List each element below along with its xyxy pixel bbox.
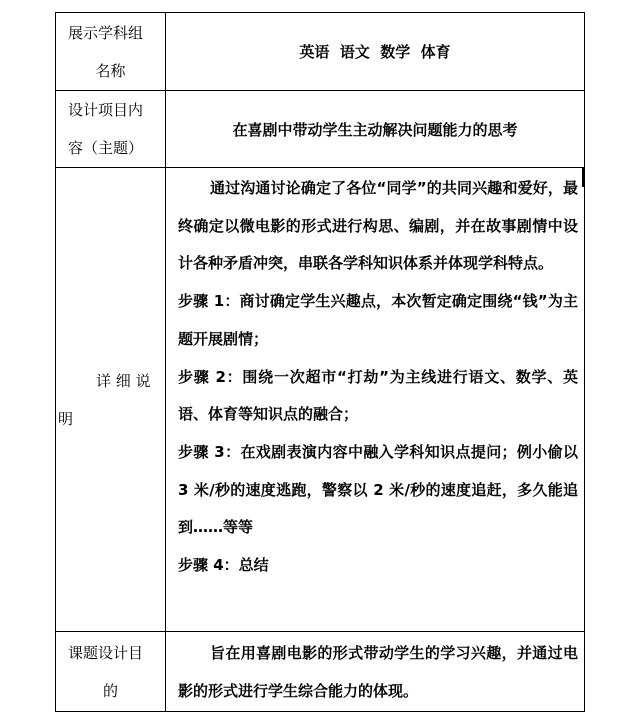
subject-group-label-line1: 展示学科组 bbox=[68, 23, 144, 42]
details-paragraph: 通过沟通讨论确定了各位“同学”的共同兴趣和爱好，最终确定以微电影的形式进行构思、编剧，并在故事剧情中设计各种矛盾冲突，串联各学科知识体系并体现学科特点。 bbox=[178, 179, 578, 273]
purpose-label-line2: 的 bbox=[102, 681, 118, 700]
details-body-cell bbox=[166, 168, 585, 632]
project-table bbox=[55, 12, 585, 712]
details-label-line1: 详 细 说 bbox=[96, 371, 151, 390]
details-step-1: 步骤 1：商讨确定学生兴趣点，本次暂定确定围绕“钱”为主题开展剧情； bbox=[178, 292, 578, 348]
purpose-paragraph: 旨在用喜剧电影的形式带动学生的学习兴趣，并通过电影的形式进行学生综合能力的体现。 bbox=[178, 643, 578, 700]
text-cursor-mark bbox=[582, 167, 584, 187]
table-row-subject-group bbox=[56, 13, 585, 91]
subject-group-label-line2: 名称 bbox=[95, 61, 126, 80]
purpose-label-cell bbox=[56, 632, 166, 712]
table-row-details bbox=[56, 168, 585, 632]
details-step-2: 步骤 2：围绕一次超市“打劫”为主线进行语文、数学、英语、体育等知识点的融合； bbox=[178, 367, 578, 424]
details-label-cell bbox=[56, 168, 166, 632]
purpose-label-line1: 课题设计目 bbox=[68, 643, 144, 662]
details-label-line2: 明 bbox=[58, 409, 74, 428]
subject-group-label-cell bbox=[56, 13, 166, 91]
project-content-value: 在喜剧中带动学生主动解决问题能力的思考 bbox=[166, 91, 585, 168]
project-content-label-line1: 设计项目内 bbox=[68, 101, 144, 119]
details-step-3: 步骤 3：在戏剧表演内容中融入学科知识点提问；例小偷以 3 米/秒的速度逃跑，警察以 2 米/秒的速度追赶，多久能追到……等等 bbox=[178, 442, 578, 537]
table-row-purpose bbox=[56, 632, 585, 712]
project-content-label-line2: 容（主题） bbox=[68, 139, 144, 157]
project-content-label-cell bbox=[56, 91, 166, 168]
subject-group-value: 英语 语文 数学 体育 bbox=[166, 13, 585, 91]
purpose-body-cell bbox=[166, 632, 585, 712]
details-step-4: 步骤 4：总结 bbox=[178, 556, 269, 575]
table-row-project-content bbox=[56, 91, 585, 168]
